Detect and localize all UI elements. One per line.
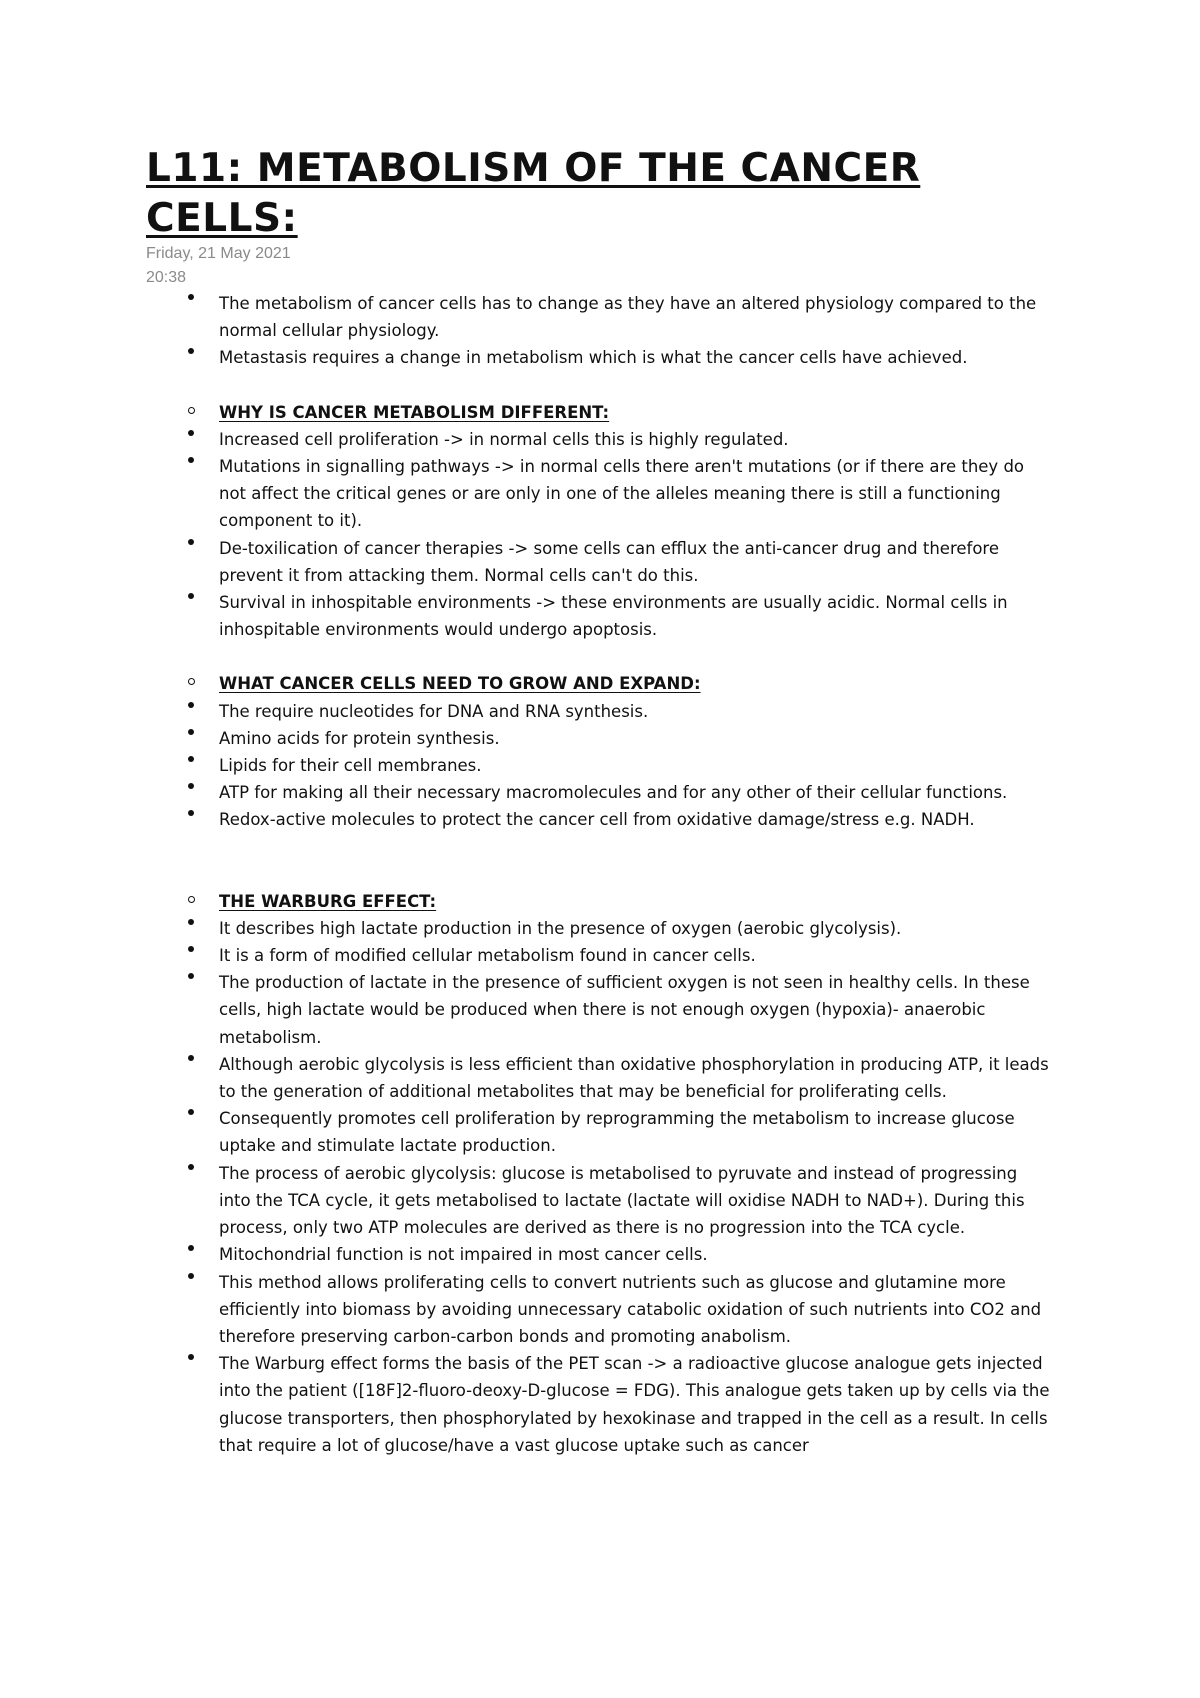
list-item: The Warburg effect forms the basis of the PET scan -> a radioactive glucose analogue gets injected into the patient ([18F]2-fluoro-deoxy-D-glucose = FDG). This analogue gets taken up by cells via the glucose transporters, then phosphorylated by hexokinase and trapped in the cell as a result. In cells that require a lot of glucose/have a vast glucose uptake such as cancer xyxy=(0,1350,1200,1459)
list-item: The metabolism of cancer cells has to change as they have an altered physiology compared to the normal cellular physiology. xyxy=(0,290,1200,344)
list-item: Amino acids for protein synthesis. xyxy=(0,725,1200,752)
list-item: Survival in inhospitable environments -> these environments are usually acidic. Normal cells in inhospitable environments would undergo apoptosis. xyxy=(0,589,1200,643)
bullet-icon xyxy=(184,725,198,752)
list-item: Increased cell proliferation -> in normal cells this is highly regulated. xyxy=(0,426,1200,453)
list-item: The production of lactate in the presence of sufficient oxygen is not seen in healthy cells. In these cells, high lactate would be produced when there is not enough oxygen (hypoxia)- anaerobic metabolism. xyxy=(0,969,1200,1051)
list-item: Although aerobic glycolysis is less efficient than oxidative phosphorylation in producing ATP, it leads to the generation of additional metabolites that may be beneficial for proliferating cells. xyxy=(0,1051,1200,1105)
list-item: ATP for making all their necessary macromolecules and for any other of their cellular functions. xyxy=(0,779,1200,806)
list-item: It describes high lactate production in the presence of oxygen (aerobic glycolysis). xyxy=(0,915,1200,942)
bullet-icon xyxy=(184,942,198,969)
bullet-icon xyxy=(184,426,198,453)
bullet-icon xyxy=(184,344,198,371)
page-title: L11: METABOLISM OF THE CANCER CELLS: xyxy=(146,146,921,241)
list-item: Mutations in signalling pathways -> in normal cells there aren't mutations (or if there are they do not affect the critical genes or are only in one of the alleles meaning there is still a functioning component to it). xyxy=(0,453,1200,535)
bullet-icon xyxy=(184,698,198,725)
bullet-icon xyxy=(184,290,198,317)
list-item: Mitochondrial function is not impaired in most cancer cells. xyxy=(0,1241,1200,1268)
list-item: This method allows proliferating cells to convert nutrients such as glucose and glutamine more efficiently into biomass by avoiding unnecessary catabolic oxidation of such nutrients into CO2 and therefore preserving carbon-carbon bonds and promoting anabolism. xyxy=(0,1269,1200,1351)
section-heading-warburg-effect: THE WARBURG EFFECT: xyxy=(0,888,1200,915)
note-date: Friday, 21 May 2021 xyxy=(146,245,291,262)
bullet-icon xyxy=(184,1350,198,1377)
list-item: De-toxilication of cancer therapies -> some cells can efflux the anti-cancer drug and therefore prevent it from attacking them. Normal cells can't do this. xyxy=(0,535,1200,589)
circle-bullet-icon xyxy=(184,399,198,426)
bullet-icon xyxy=(184,1241,198,1268)
bullet-icon xyxy=(184,806,198,833)
circle-bullet-icon xyxy=(184,670,198,697)
bullet-icon xyxy=(184,589,198,616)
list-item: Lipids for their cell membranes. xyxy=(0,752,1200,779)
list-item: It is a form of modified cellular metabolism found in cancer cells. xyxy=(0,942,1200,969)
section-heading-grow-expand: WHAT CANCER CELLS NEED TO GROW AND EXPAND: xyxy=(0,670,1200,697)
bullet-icon xyxy=(184,1051,198,1078)
bullet-icon xyxy=(184,1160,198,1187)
bullet-icon xyxy=(184,752,198,779)
bullet-icon xyxy=(184,535,198,562)
bullet-icon xyxy=(184,1269,198,1296)
list-item: Redox-active molecules to protect the cancer cell from oxidative damage/stress e.g. NADH. xyxy=(0,806,1200,833)
bullet-icon xyxy=(184,969,198,996)
list-item: Consequently promotes cell proliferation by reprogramming the metabolism to increase glucose uptake and stimulate lactate production. xyxy=(0,1105,1200,1159)
bullet-icon xyxy=(184,779,198,806)
list-item: The process of aerobic glycolysis: glucose is metabolised to pyruvate and instead of progressing into the TCA cycle, it gets metabolised to lactate (lactate will oxidise NADH to NAD+). During this process, only two ATP molecules are derived as there is no progression into the TCA cycle. xyxy=(0,1160,1200,1242)
note-body xyxy=(0,290,1200,1459)
list-item: The require nucleotides for DNA and RNA synthesis. xyxy=(0,698,1200,725)
bullet-icon xyxy=(184,1105,198,1132)
section-heading-why-different: WHY IS CANCER METABOLISM DIFFERENT: xyxy=(0,399,1200,426)
bullet-icon xyxy=(184,453,198,480)
bullet-icon xyxy=(184,915,198,942)
list-item: Metastasis requires a change in metabolism which is what the cancer cells have achieved. xyxy=(0,344,1200,371)
note-time: 20:38 xyxy=(146,269,187,286)
circle-bullet-icon xyxy=(184,888,198,915)
